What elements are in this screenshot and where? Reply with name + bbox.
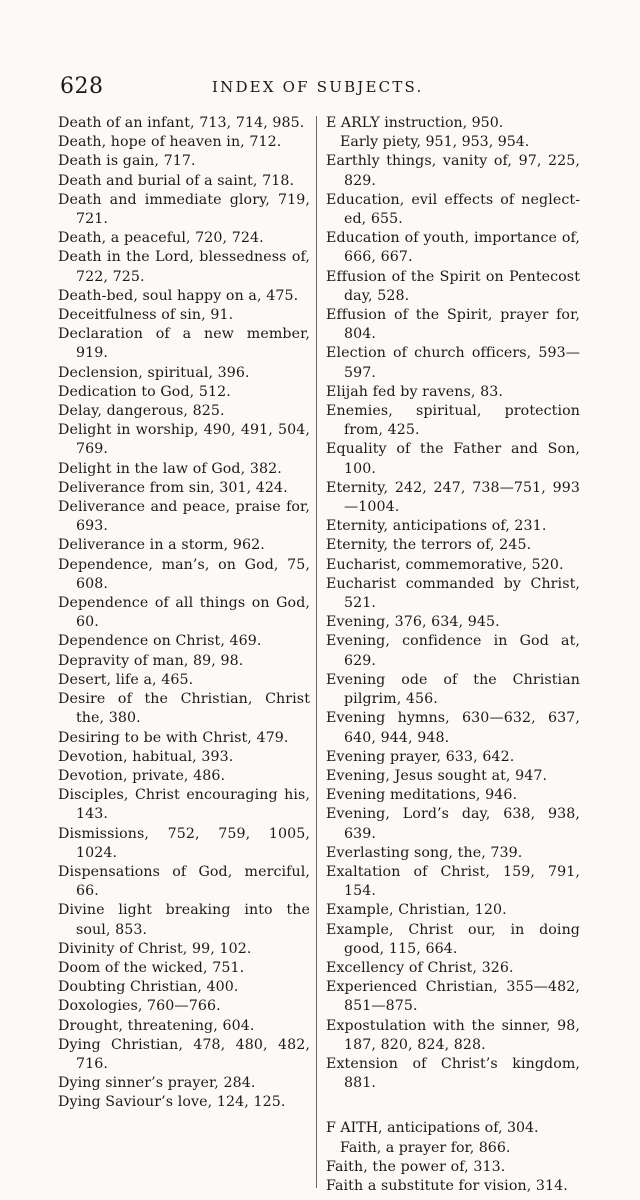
index-entry: Declension, spiritual, 396. [58,364,250,381]
e-lead-second: Early piety, 951, 953, 954. [340,134,530,151]
section-gap [326,1093,580,1119]
index-entry: Eucharist, commemorative, 520. [326,556,564,573]
index-entry: Dying sinner’s prayer, 284. [58,1075,256,1092]
index-entry: Delight in the law of God, 382. [58,460,282,477]
index-entry: Death and burial of a saint, 718. [58,172,295,189]
column-divider [316,116,317,1188]
index-entry: Death of an infant, 713, 714, 985. [58,115,305,131]
index-entry: Evening ode of the Christian pilgrim, 456. [326,671,580,708]
index-entry: Faith, the power of, 313. [326,1158,506,1175]
index-entry: Example, Christ our, in doing good, 115, 664. [326,921,580,957]
f-section-entries [326,1158,580,1196]
f-section-lead [326,1119,580,1157]
index-entry: Death is gain, 717. [58,153,196,170]
left-column [58,114,310,1113]
f-dropcap: F [326,1120,336,1137]
index-entry: Dedication to God, 512. [58,383,231,400]
index-entry: Evening hymns, 630—632, 637, 640, 944, 948. [326,710,580,746]
index-entry: Effusion of the Spirit, prayer for, 804. [326,307,580,343]
index-entry: Dispensations of God, merciful, 66. [58,863,310,900]
f-lead-rest: anticipations of, 304. [382,1120,539,1137]
index-entry: Doubting Christian, 400. [58,979,239,996]
index-entry: Divinity of Christ, 99, 102. [58,940,252,957]
index-entry: Dying Saviour’s love, 124, 125. [58,1094,286,1111]
index-entry: Exaltation of Christ, 159, 791, 154. [326,863,580,900]
index-entry: Deliverance from sin, 301, 424. [58,479,288,496]
index-entry: Elijah fed by ravens, 83. [326,383,503,400]
index-entry: Evening, 376, 634, 945. [326,614,500,631]
f-lead-second: Faith, a prayer for, 866. [340,1139,511,1156]
index-entry: Desiring to be with Christ, 479. [58,729,289,746]
index-entry: Death-bed, soul happy on a, 475. [58,287,299,304]
e-lead-line [341,115,503,131]
index-entry: Eucharist commanded by Christ, 521. [326,575,580,612]
index-entry: Experienced Christian, 355—482, 851—875. [326,979,580,1015]
index-entry: Divine light breaking into the soul, 853. [58,902,310,938]
index-entry: Dependence of all things on God, 60. [58,595,310,631]
index-entry: Excellency of Christ, 326. [326,959,514,976]
index-entry: Evening, Jesus sought at, 947. [326,767,548,784]
index-entry: Drought, threatening, 604. [58,1017,255,1034]
index-entry: Dying Christian, 478, 480, 482, 716. [58,1036,310,1072]
index-entry: Eternity, 242, 247, 738—751, 993—1004. [326,479,580,516]
f-lead-line [340,1120,538,1136]
index-entry: Deliverance in a storm, 962. [58,537,265,554]
index-entry: Death, a peaceful, 720, 724. [58,230,264,247]
index-entry: Everlasting song, the, 739. [326,844,523,861]
index-entry: Deceitfulness of sin, 91. [58,307,234,324]
index-entry: Doxologies, 760—766. [58,998,221,1015]
index-entry: Evening, confidence in God at, 629. [326,633,580,669]
index-entry: Eternity, the terrors of, 245. [326,537,532,554]
index-entry: Effusion of the Spirit on Pentecost day, 528. [326,268,580,304]
index-entry: Desert, life a, 465. [58,671,194,688]
index-entry: Delay, dangerous, 825. [58,403,225,420]
index-entry: Earthly things, vanity of, 97, 225, 829. [326,153,580,189]
f-lead-caps: AITH, [340,1120,383,1137]
index-entry: Death, hope of heaven in, 712. [58,134,282,151]
index-entry: Death in the Lord, blessedness of, 722, 725. [58,249,310,285]
index-entry: Faith a substitute for vision, 314. [326,1177,568,1194]
index-entry: Evening, Lord’s day, 638, 938, 639. [326,806,580,842]
running-title: INDEX OF SUBJECTS. [212,78,424,96]
index-entry: Delight in worship, 490, 491, 504, 769. [58,422,310,458]
index-entry: Evening prayer, 633, 642. [326,748,515,765]
index-entry: Education, evil effects of neglected, 655. [326,191,580,228]
index-entry: Depravity of man, 89, 98. [58,652,244,669]
index-entry: Election of church officers, 593—597. [326,345,580,381]
index-entry: Deliverance and peace, praise for, 693. [58,499,310,535]
index-entry: Example, Christian, 120. [326,902,507,919]
index-entry: Devotion, private, 486. [58,767,226,784]
right-column [326,114,580,1196]
index-entry: Expostulation with the sinner, 98, 187, 820, 824, 828. [326,1017,580,1053]
page-number: 628 [60,74,104,99]
page-header [60,74,580,104]
index-entry: Dependence, man’s, on God, 75, 608. [58,556,310,592]
index-entry: Dependence on Christ, 469. [58,633,262,650]
index-entry: Declaration of a new member, 919. [58,326,310,362]
index-entry: Desire of the Christian, Christ the, 380. [58,691,310,727]
index-entry: Education of youth, importance of, 666, 667. [326,230,580,266]
index-entry: Disciples, Christ encouraging his, 143. [58,787,310,823]
index-entry: Death and immediate glory, 719, 721. [58,191,310,228]
index-entry: Dismissions, 752, 759, 1005, 1024. [58,825,310,861]
e-section-lead [326,114,580,152]
e-dropcap: E [326,115,337,131]
index-entry: Enemies, spiritual, protection from, 425. [326,403,580,439]
index-entry: Doom of the wicked, 751. [58,959,245,976]
index-entry: Devotion, habitual, 393. [58,748,234,765]
e-section-entries [326,152,580,1093]
index-entry: Eternity, anticipations of, 231. [326,518,547,535]
e-lead-rest: instruction, 950. [379,115,504,131]
e-lead-caps: ARLY [340,115,380,131]
index-entry: Equality of the Father and Son, 100. [326,441,580,477]
index-entry: Evening meditations, 946. [326,787,518,804]
index-entry: Extension of Christ’s kingdom, 881. [326,1055,580,1092]
